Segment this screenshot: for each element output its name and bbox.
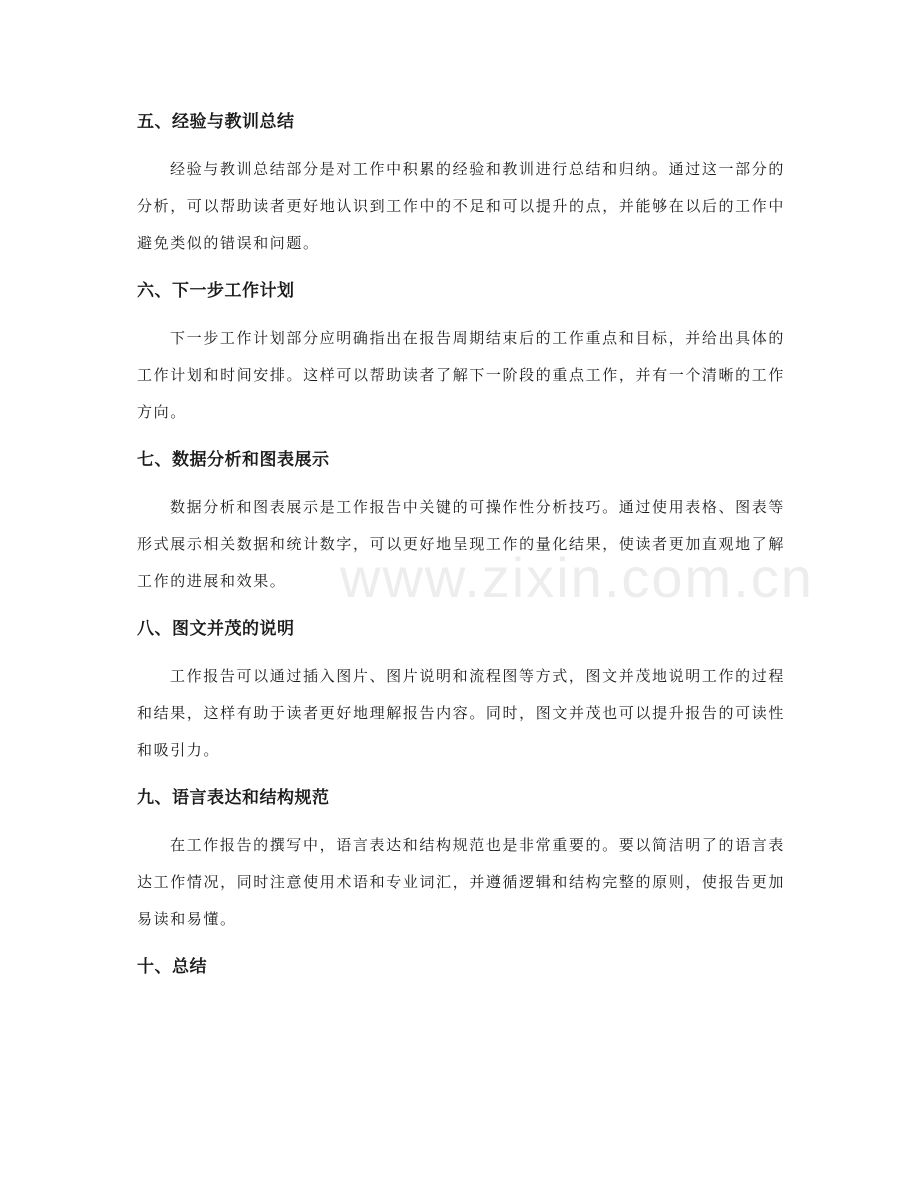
section-data-analysis	[137, 444, 785, 600]
section-heading: 十、总结	[137, 957, 207, 977]
watermark-text: www.zixin.com.cn	[340, 546, 814, 609]
section-paragraph: 数据分析和图表展示是工作报告中关键的可操作性分析技巧。通过使用表格、图表等形式展示相关数据和统计数字，可以更好地呈现工作的量化结果，使读者更加直观地了解工作的进展和效果。	[137, 498, 785, 590]
section-language-structure	[137, 782, 785, 938]
section-paragraph: 在工作报告的撰写中，语言表达和结构规范也是非常重要的。要以简洁明了的语言表达工作情况，同时注意使用术语和专业词汇，并遵循逻辑和结构完整的原则，使报告更加易读和易懂。	[137, 836, 785, 928]
section-experience-lessons	[137, 106, 785, 262]
section-heading: 七、数据分析和图表展示	[137, 450, 330, 470]
document-content	[137, 106, 785, 983]
section-next-plan	[137, 275, 785, 431]
section-heading: 五、经验与教训总结	[137, 112, 295, 132]
section-heading: 八、图文并茂的说明	[137, 619, 295, 639]
section-illustrated-explanation	[137, 613, 785, 769]
section-heading: 九、语言表达和结构规范	[137, 788, 330, 808]
section-paragraph: 经验与教训总结部分是对工作中积累的经验和教训进行总结和归纳。通过这一部分的分析，可以帮助读者更好地认识到工作中的不足和可以提升的点，并能够在以后的工作中避免类似的错误和问题。	[137, 160, 785, 252]
section-paragraph: 下一步工作计划部分应明确指出在报告周期结束后的工作重点和目标，并给出具体的工作计划和时间安排。这样可以帮助读者了解下一阶段的重点工作，并有一个清晰的工作方向。	[137, 329, 785, 421]
section-paragraph: 工作报告可以通过插入图片、图片说明和流程图等方式，图文并茂地说明工作的过程和结果，这样有助于读者更好地理解报告内容。同时，图文并茂也可以提升报告的可读性和吸引力。	[137, 667, 785, 759]
section-heading: 六、下一步工作计划	[137, 281, 295, 301]
section-summary	[137, 951, 785, 983]
